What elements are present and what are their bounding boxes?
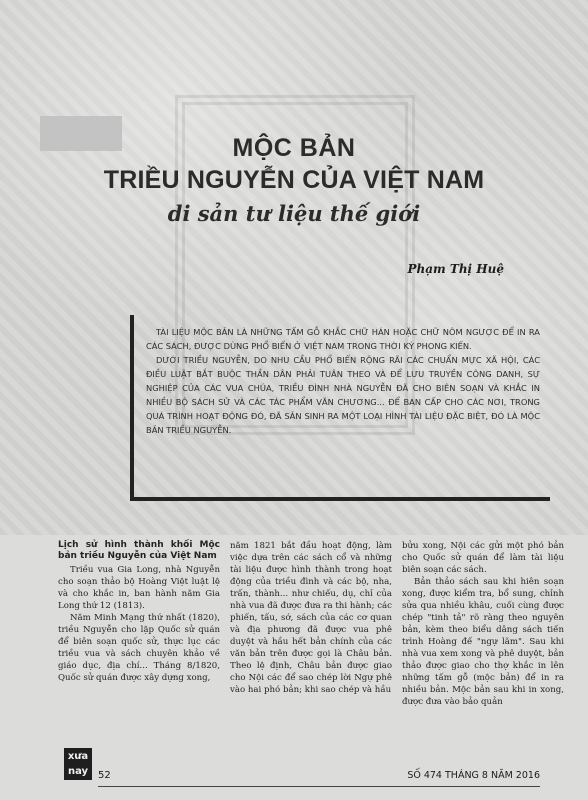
body-paragraph: Bản thảo sách sau khi hiên soạn xong, được kiểm tra, bổ sung, chỉnh sửa qua nhiều khâu, cuối cùng được chép "tinh tả" rõ ràng theo nguyên bản, kèm theo biểu dâng sách tiến trình Hoàng đế "ngự lãm". Sau khi nhà vua xem xong và phê duyệt, bản thảo được giao cho thợ khắc in lên những tấm gỗ (mộc bản) để in ra nhiều bản. Mộc bản sau khi in xong, được đưa vào bảo quản	[402, 577, 564, 707]
body-paragraph: Triều vua Gia Long, nhà Nguyễn cho soạn thảo bộ Hoàng Việt luật lệ và cho khắc in, ban hành năm Gia Long thứ 12 (1813).	[58, 565, 220, 611]
article-title-line1: MỘC BẢN	[232, 134, 356, 162]
column-1	[58, 540, 220, 708]
issue-info: SỐ 474 THÁNG 8 NĂM 2016	[407, 770, 540, 781]
magazine-logo	[64, 748, 92, 780]
section-heading: Lịch sử hình thành khối Mộc bản triều Nguyễn của Việt Nam	[58, 540, 220, 561]
abstract-paragraph: TÀI LIỆU MỘC BẢN LÀ NHỮNG TẤM GỖ KHẮC CHỮ HÁN HOẶC CHỮ NÔM NGƯỢC ĐỂ IN RA CÁC SÁCH, ĐƯỢC DÙNG PHỔ BIẾN Ở VIỆT NAM TRONG THỜI KỲ PHONG KIẾN.	[146, 327, 540, 351]
body-paragraph: năm 1821 bắt đầu hoạt động, làm việc dựa trên các sách cổ và những tài liệu được hình thành trong hoạt động của triều đình và các bộ, nha, trấn, thành... như chiếu, dụ, chỉ của nhà vua đã được đưa ra thi hành; các phiến, tấu, sớ, sách của các cơ quan và địa phương đã được vua phê duyệt và hầu hết bản chính của các văn bản trên được gọi là Châu bản. Theo lệ định, Châu bản được giao cho Nội các để sao chép lời Ngự phê vào hai phó bản; khi sao chép và hầu	[230, 541, 392, 695]
page-number: 52	[98, 770, 111, 781]
column-3	[402, 540, 564, 708]
logo-text: nay	[67, 766, 89, 777]
abstract-box	[130, 315, 550, 501]
column-2	[230, 540, 392, 708]
abstract-paragraph: DƯỚI TRIỀU NGUYỄN, DO NHU CẦU PHỔ BIẾN RỘNG RÃI CÁC CHUẨN MỰC XÃ HỘI, CÁC ĐIỀU LUẬT BẮT BUỘC THẦN DÂN PHẢI TUÂN THEO VÀ ĐỂ LƯU TRUYỀN CÔNG DANH, SỰ NGHIỆP CỦA CÁC VUA CHÚA, TRIỀU ĐÌNH NHÀ NGUYỄN ĐÃ CHO BIÊN SOẠN VÀ KHẮC IN NHIỀU BỘ SÁCH SỬ VÀ CÁC TÁC PHẨM VĂN CHƯƠNG... ĐỂ BAN CẤP CHO CÁC NƠI, TRONG QUÁ TRÌNH HOẠT ĐỘNG ĐÓ, ĐÃ SẢN SINH RA MỘT LOẠI HÌNH TÀI LIỆU ĐẶC BIỆT, ĐÓ LÀ MỘC BẢN TRIỀU NGUYỄN.	[146, 355, 540, 435]
article-title-line2: TRIỀU NGUYỄN CỦA VIỆT NAM	[103, 166, 485, 194]
body-paragraph: bửu xong, Nội các gửi một phó bản cho Quốc sử quán để làm tài liệu biên soạn các sách.	[402, 541, 564, 575]
body-columns	[58, 540, 562, 708]
author-name: Phạm Thị Huệ	[407, 262, 504, 276]
article-subtitle: di sản tư liệu thế giới	[167, 201, 421, 226]
logo-text: xưa	[67, 751, 89, 762]
footer-rule	[98, 786, 540, 787]
body-paragraph: Năm Minh Mạng thứ nhất (1820), triều Nguyễn cho lập Quốc sử quán để biên soạn quốc sử, thực lục các triều vua và sách chuyên khảo về giáo dục, địa chí... Tháng 8/1820, Quốc sử quán được xây dựng xong,	[58, 613, 220, 683]
